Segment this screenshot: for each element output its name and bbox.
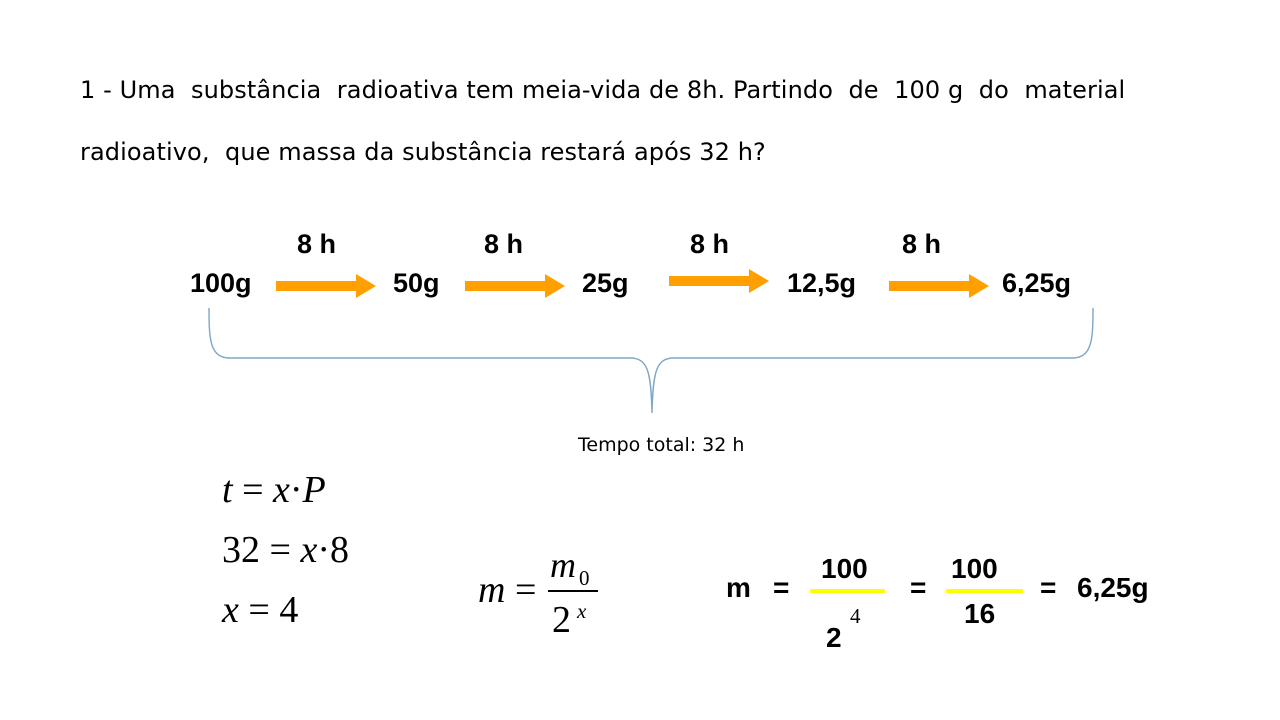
- step-label-4: 8 h: [902, 229, 942, 259]
- calc-equals-3: =: [1040, 572, 1057, 603]
- equation-general: t = x·P: [222, 469, 326, 511]
- formula-fraction-bar: [548, 590, 598, 592]
- arrow-icon-3: [669, 267, 771, 295]
- formula-denominator: 2: [552, 599, 571, 641]
- calc-numerator-1: 100: [821, 553, 868, 584]
- calc-result: 6,25g: [1077, 572, 1149, 603]
- equation-result: x = 4: [222, 589, 299, 631]
- mass-2: 25g: [582, 268, 629, 298]
- mass-4: 6,25g: [1002, 268, 1072, 298]
- calc-equals-1: =: [773, 572, 790, 603]
- step-label-2: 8 h: [484, 229, 524, 259]
- curly-brace-icon: [200, 300, 1100, 418]
- question-line-2: radioativo, que massa da substância restará após 32 h?: [80, 138, 766, 166]
- total-time-label: Tempo total: 32 h: [578, 434, 745, 456]
- mass-1: 50g: [393, 268, 440, 298]
- formula-lhs: m =: [478, 569, 546, 611]
- formula-numerator-subscript: 0: [579, 566, 590, 590]
- calc-fraction-bar-1: [810, 589, 885, 593]
- question-line-1: 1 - Uma substância radioativa tem meia-vida de 8h. Partindo de 100 g do material: [80, 76, 1126, 104]
- calc-equals-2: =: [910, 572, 927, 603]
- calc-denominator-2: 16: [964, 598, 996, 629]
- equation-substituted: 32 = x·8: [222, 529, 349, 571]
- calc-mass-symbol: m: [726, 572, 751, 603]
- mass-0: 100g: [190, 268, 252, 298]
- calc-fraction-bar-2: [946, 589, 1023, 593]
- arrow-icon-2: [465, 272, 567, 300]
- calc-exponent-1: 4: [850, 604, 861, 628]
- step-label-3: 8 h: [690, 229, 730, 259]
- formula-numerator: m: [550, 545, 576, 585]
- formula-denominator-exponent: x: [577, 599, 587, 623]
- calc-denominator-1: 2: [826, 622, 842, 653]
- step-label-1: 8 h: [297, 229, 337, 259]
- mass-3: 12,5g: [787, 268, 857, 298]
- calc-numerator-2: 100: [951, 553, 998, 584]
- arrow-icon-1: [276, 272, 378, 300]
- arrow-icon-4: [889, 272, 991, 300]
